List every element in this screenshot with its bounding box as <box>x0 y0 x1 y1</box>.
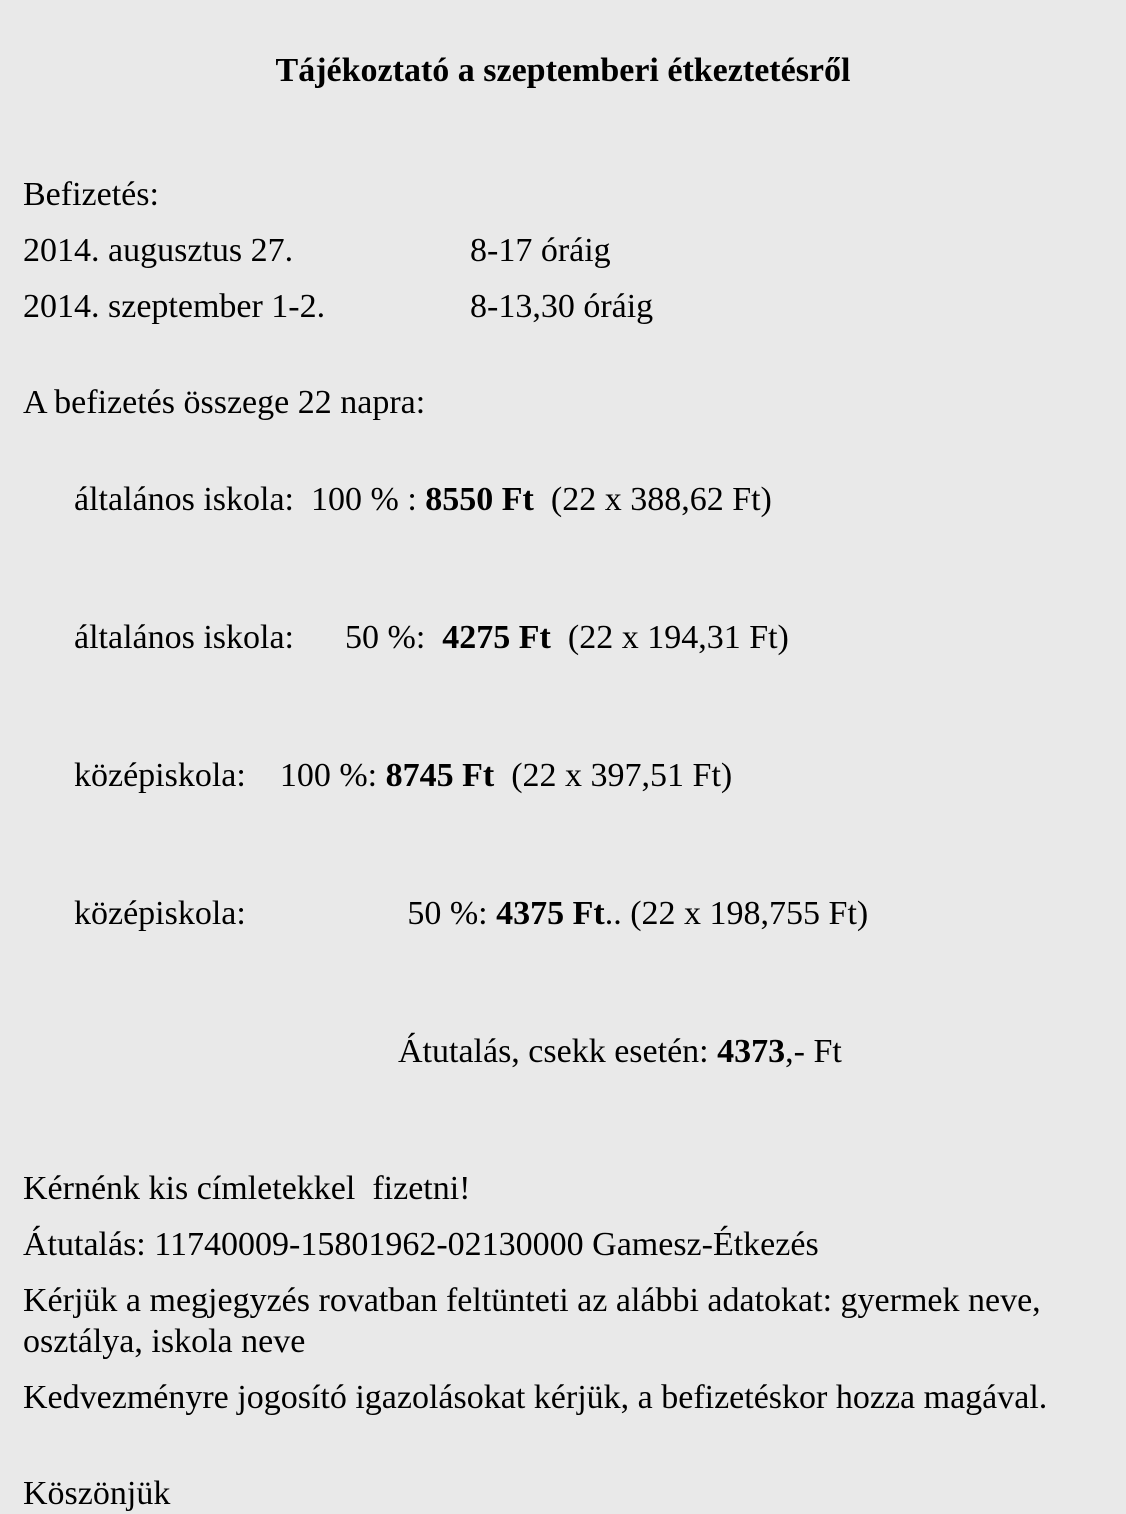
closing-text: Köszönjük <box>23 1475 171 1512</box>
transfer-label: Átutalás, csekk esetén: <box>398 1033 718 1070</box>
transfer-amount-line <box>23 990 1103 1113</box>
amount-value: 8550 Ft <box>425 481 534 518</box>
transfer-suffix: ,- Ft <box>785 1033 842 1070</box>
document-title: Tájékoztató a szeptemberi étkeztetésről <box>275 52 851 89</box>
payment-section <box>23 174 1103 327</box>
amount-row-label: általános iskola: 100 % : <box>74 481 426 518</box>
payment-date: 2014. szeptember 1-2. <box>23 288 326 325</box>
payment-date-row <box>23 230 1103 271</box>
note-small-bills: Kérnénk kis címletekkel fizetni! <box>23 1170 471 1207</box>
amount-row-detail: (22 x 388,62 Ft) <box>533 481 772 518</box>
amount-row-detail: (22 x 397,51 Ft) <box>494 757 733 794</box>
amount-row-highschool-100 <box>23 714 1103 837</box>
transfer-amount-value: 4373 <box>717 1033 786 1070</box>
amount-row-elementary-50 <box>23 576 1103 699</box>
payment-hours: 8-17 óráig <box>470 232 611 269</box>
amount-row-highschool-50 <box>23 852 1103 975</box>
amounts-heading: A befizetés összege 22 napra: <box>23 384 426 421</box>
amount-row-label: általános iskola: 50 %: <box>74 619 443 656</box>
note-transfer-account: Átutalás: 11740009-15801962-02130000 Gamesz-Étkezés <box>23 1226 819 1263</box>
amount-row-detail: .. (22 x 198,755 Ft) <box>604 895 869 932</box>
amount-row-detail: (22 x 194,31 Ft) <box>550 619 789 656</box>
amounts-section <box>23 382 1103 1113</box>
amount-row-label: középiskola: 100 %: <box>74 757 386 794</box>
payment-date: 2014. augusztus 27. <box>23 232 294 269</box>
amount-value: 4375 Ft <box>496 895 605 932</box>
amount-row-label: középiskola: 50 %: <box>74 895 497 932</box>
notes-section <box>23 1168 1103 1418</box>
payment-hours: 8-13,30 óráig <box>470 288 654 325</box>
note-remark-instruction: Kérjük a megjegyzés rovatban feltünteti az alábbi adatokat: gyermek neve, osztálya, iskola neve <box>23 1282 1050 1360</box>
amount-row-elementary-100 <box>23 438 1103 561</box>
payment-date-row <box>23 286 1103 327</box>
amount-value: 8745 Ft <box>385 757 495 794</box>
payment-heading: Befizetés: <box>23 176 159 213</box>
amount-value: 4275 Ft <box>442 619 551 656</box>
note-discount-certificates: Kedvezményre jogosító igazolásokat kérjük, a befizetéskor hozza magával. <box>23 1379 1048 1416</box>
